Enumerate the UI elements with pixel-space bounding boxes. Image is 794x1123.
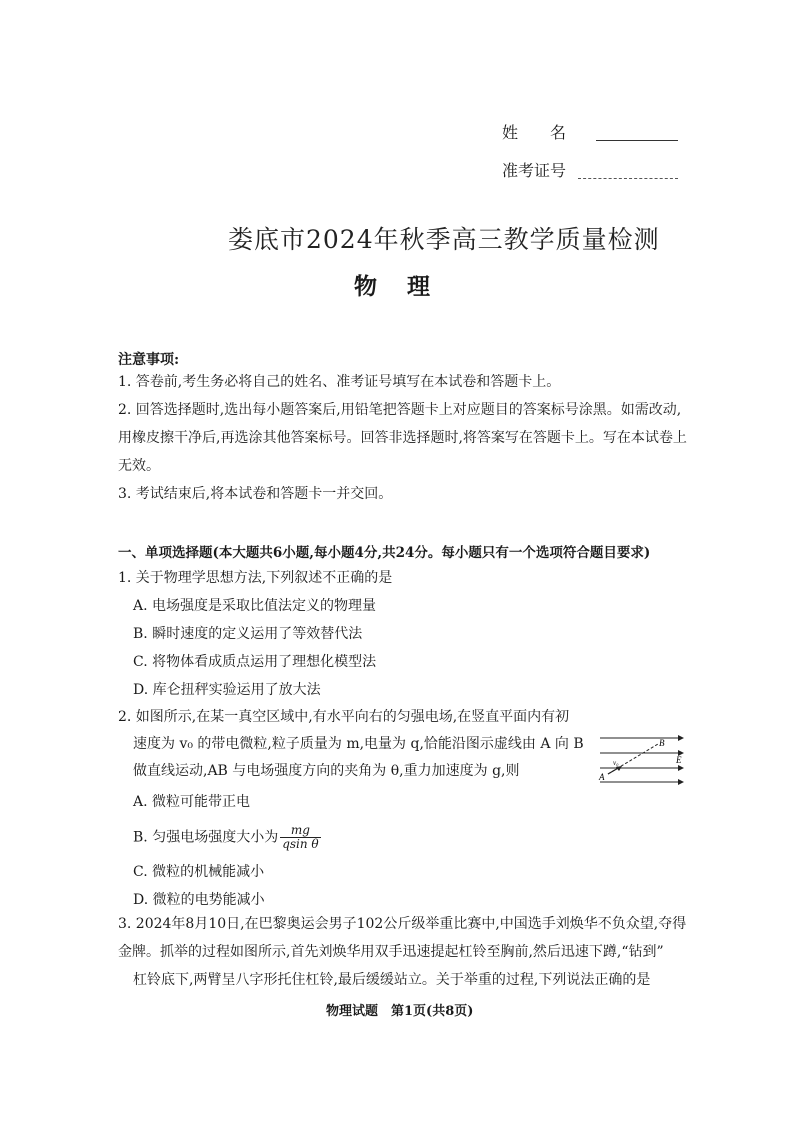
point-a-label: A — [599, 772, 605, 782]
fraction-denominator: qsin θ — [282, 837, 319, 851]
notice-item-2-end: 无效。 — [118, 458, 160, 474]
q2-stem-line-1: 2. 如图所示,在某一真空区域中,有水平向右的匀强电场,在竖直平面内有初 — [118, 709, 570, 725]
q2-option-d: D. 微粒的电势能减小 — [133, 892, 265, 908]
q1-option-c: C. 将物体看成质点运用了理想化模型法 — [133, 654, 377, 670]
page-footer: 物理试题 第1页(共8页) — [326, 1004, 474, 1019]
notice-item-2-cont: 用橡皮擦干净后,再选涂其他答案标号。回答非选择题时,将答案写在答题卡上。写在本试卷上 — [118, 430, 687, 446]
q2-option-b — [133, 824, 321, 851]
name-field[interactable] — [596, 140, 678, 141]
q1-option-d: D. 库仑扭秤实验运用了放大法 — [133, 682, 321, 698]
q1-stem: 1. 关于物理学思想方法,下列叙述不正确的是 — [118, 570, 393, 586]
notice-item-3: 3. 考试结束后,将本试卷和答题卡一并交回。 — [118, 486, 393, 502]
exam-id-label: 准考证号 — [502, 161, 567, 180]
subject-title: 物理 — [354, 273, 460, 300]
q3-line-2: 金牌。抓举的过程如图所示,首先刘焕华用双手迅速提起杠铃至胸前,然后迅速下蹲,“钻到” — [118, 944, 664, 960]
exam-title: 娄底市2024年秋季高三教学质量检测 — [228, 225, 660, 254]
q3-line-3: 杠铃底下,两臂呈八字形托住杠铃,最后缓缓站立。关于举重的过程,下列说法正确的是 — [133, 972, 651, 988]
q2-option-c: C. 微粒的机械能减小 — [133, 864, 265, 880]
exam-id-field[interactable] — [578, 178, 678, 179]
q3-line-1: 3. 2024年8月10日,在巴黎奥运会男子102公斤级举重比赛中,中国选手刘焕华不负众望,夺得 — [118, 916, 687, 932]
field-e-label: E — [676, 755, 682, 765]
q2-option-b-fraction — [280, 824, 320, 851]
notice-heading: 注意事项: — [118, 352, 180, 368]
q2-option-b-text: B. 匀强电场强度大小为 — [133, 829, 279, 846]
v0-label: v₀ — [613, 759, 619, 767]
q1-option-b: B. 瞬时速度的定义运用了等效替代法 — [133, 626, 363, 642]
q2-stem-line-3: 做直线运动,AB 与电场强度方向的夹角为 θ,重力加速度为 g,则 — [133, 763, 520, 779]
q2-stem-line-2: 速度为 v₀ 的带电微粒,粒子质量为 m,电量为 q,恰能沿图示虚线由 A 向 B — [133, 736, 584, 752]
q2-field-diagram — [596, 730, 688, 788]
notice-item-2: 2. 回答选择题时,选出每小题答案后,用铅笔把答题卡上对应题目的答案标号涂黑。如需改动, — [118, 402, 682, 418]
name-label: 姓 名 — [502, 123, 567, 142]
section-heading: 一、单项选择题(本大题共6小题,每小题4分,共24分。每小题只有一个选项符合题目要求) — [118, 545, 651, 561]
notice-item-1: 1. 答卷前,考生务必将自己的姓名、准考证号填写在本试卷和答题卡上。 — [118, 374, 561, 390]
q1-option-a: A. 电场强度是采取比值法定义的物理量 — [133, 598, 377, 614]
point-b-label: B — [659, 738, 665, 748]
fraction-numerator: mg — [280, 824, 320, 838]
q2-option-a: A. 微粒可能带正电 — [133, 794, 251, 810]
